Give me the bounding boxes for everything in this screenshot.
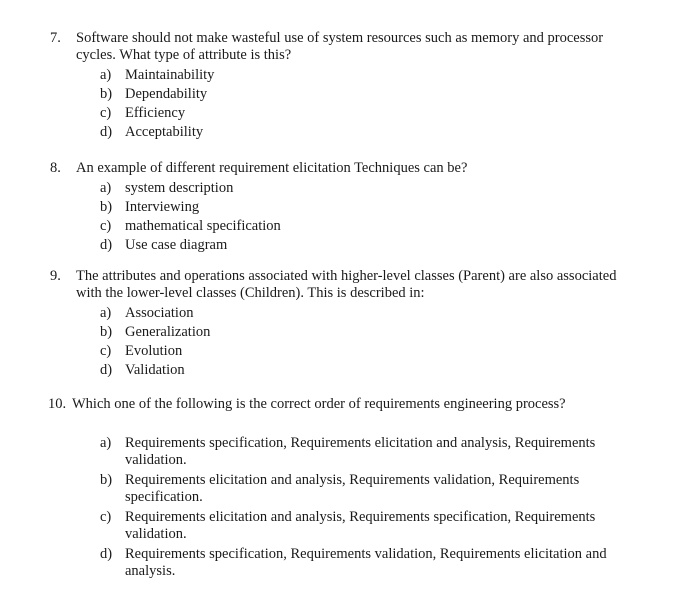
option-item [0, 86, 660, 105]
option-letter: c) [100, 343, 112, 359]
option-letter: a) [100, 180, 112, 196]
option-letter: b) [100, 86, 113, 102]
option-text: Acceptability [125, 124, 204, 140]
option-text: Dependability [125, 86, 208, 102]
option-letter: c) [100, 218, 112, 234]
question-10 [0, 396, 660, 583]
option-letter: a) [100, 67, 112, 83]
option-item [0, 362, 660, 381]
question-number: 9. [50, 268, 61, 284]
option-text: Requirements elicitation and analysis, Requirements validation, Requirements specification. [125, 472, 580, 505]
option-letter: d) [100, 546, 113, 562]
option-text: Maintainability [125, 67, 215, 83]
question-8 [0, 160, 660, 256]
question-9 [0, 268, 660, 381]
option-text: Validation [125, 362, 185, 378]
question-text: The attributes and operations associated with higher-level classes (Parent) are also associated with the lower-level classes (Children). This is described in: [76, 268, 617, 301]
option-list [0, 435, 660, 580]
option-item [0, 509, 660, 543]
option-item [0, 180, 660, 199]
option-letter: d) [100, 124, 113, 140]
option-list [0, 67, 660, 143]
option-text: Interviewing [125, 199, 200, 215]
option-text: Generalization [125, 324, 211, 340]
question-text: An example of different requirement elicitation Techniques can be? [76, 160, 468, 176]
option-text: Use case diagram [125, 237, 228, 253]
question-number: 7. [50, 30, 61, 46]
option-letter: a) [100, 305, 112, 321]
option-letter: b) [100, 324, 113, 340]
option-item [0, 435, 660, 469]
option-text: Requirements specification, Requirements validation, Requirements elicitation and analysis. [125, 546, 607, 579]
option-letter: b) [100, 199, 113, 215]
option-item [0, 124, 660, 143]
option-item [0, 105, 660, 124]
option-item [0, 305, 660, 324]
option-letter: c) [100, 509, 112, 525]
option-text: Efficiency [125, 105, 186, 121]
question-text: Software should not make wasteful use of system resources such as memory and processor cycles. What type of attribute is this? [76, 30, 604, 63]
option-letter: d) [100, 362, 113, 378]
option-text: mathematical specification [125, 218, 281, 234]
question-number: 10. [48, 396, 67, 412]
option-list [0, 180, 660, 256]
option-letter: a) [100, 435, 112, 451]
question-text: Which one of the following is the correct order of requirements engineering process? [72, 396, 566, 412]
option-item [0, 237, 660, 256]
option-text: system description [125, 180, 234, 196]
question-number: 8. [50, 160, 61, 176]
option-item [0, 472, 660, 506]
option-item [0, 546, 660, 580]
option-item [0, 343, 660, 362]
option-text: Evolution [125, 343, 183, 359]
option-letter: c) [100, 105, 112, 121]
option-item [0, 218, 660, 237]
option-item [0, 67, 660, 86]
option-text: Requirements specification, Requirements elicitation and analysis, Requirements validation. [125, 435, 596, 468]
option-text: Association [125, 305, 194, 321]
option-text: Requirements elicitation and analysis, Requirements specification, Requirements validation. [125, 509, 596, 542]
option-list [0, 305, 660, 381]
option-letter: d) [100, 237, 113, 253]
option-item [0, 199, 660, 218]
question-7 [0, 30, 660, 143]
option-item [0, 324, 660, 343]
option-letter: b) [100, 472, 113, 488]
